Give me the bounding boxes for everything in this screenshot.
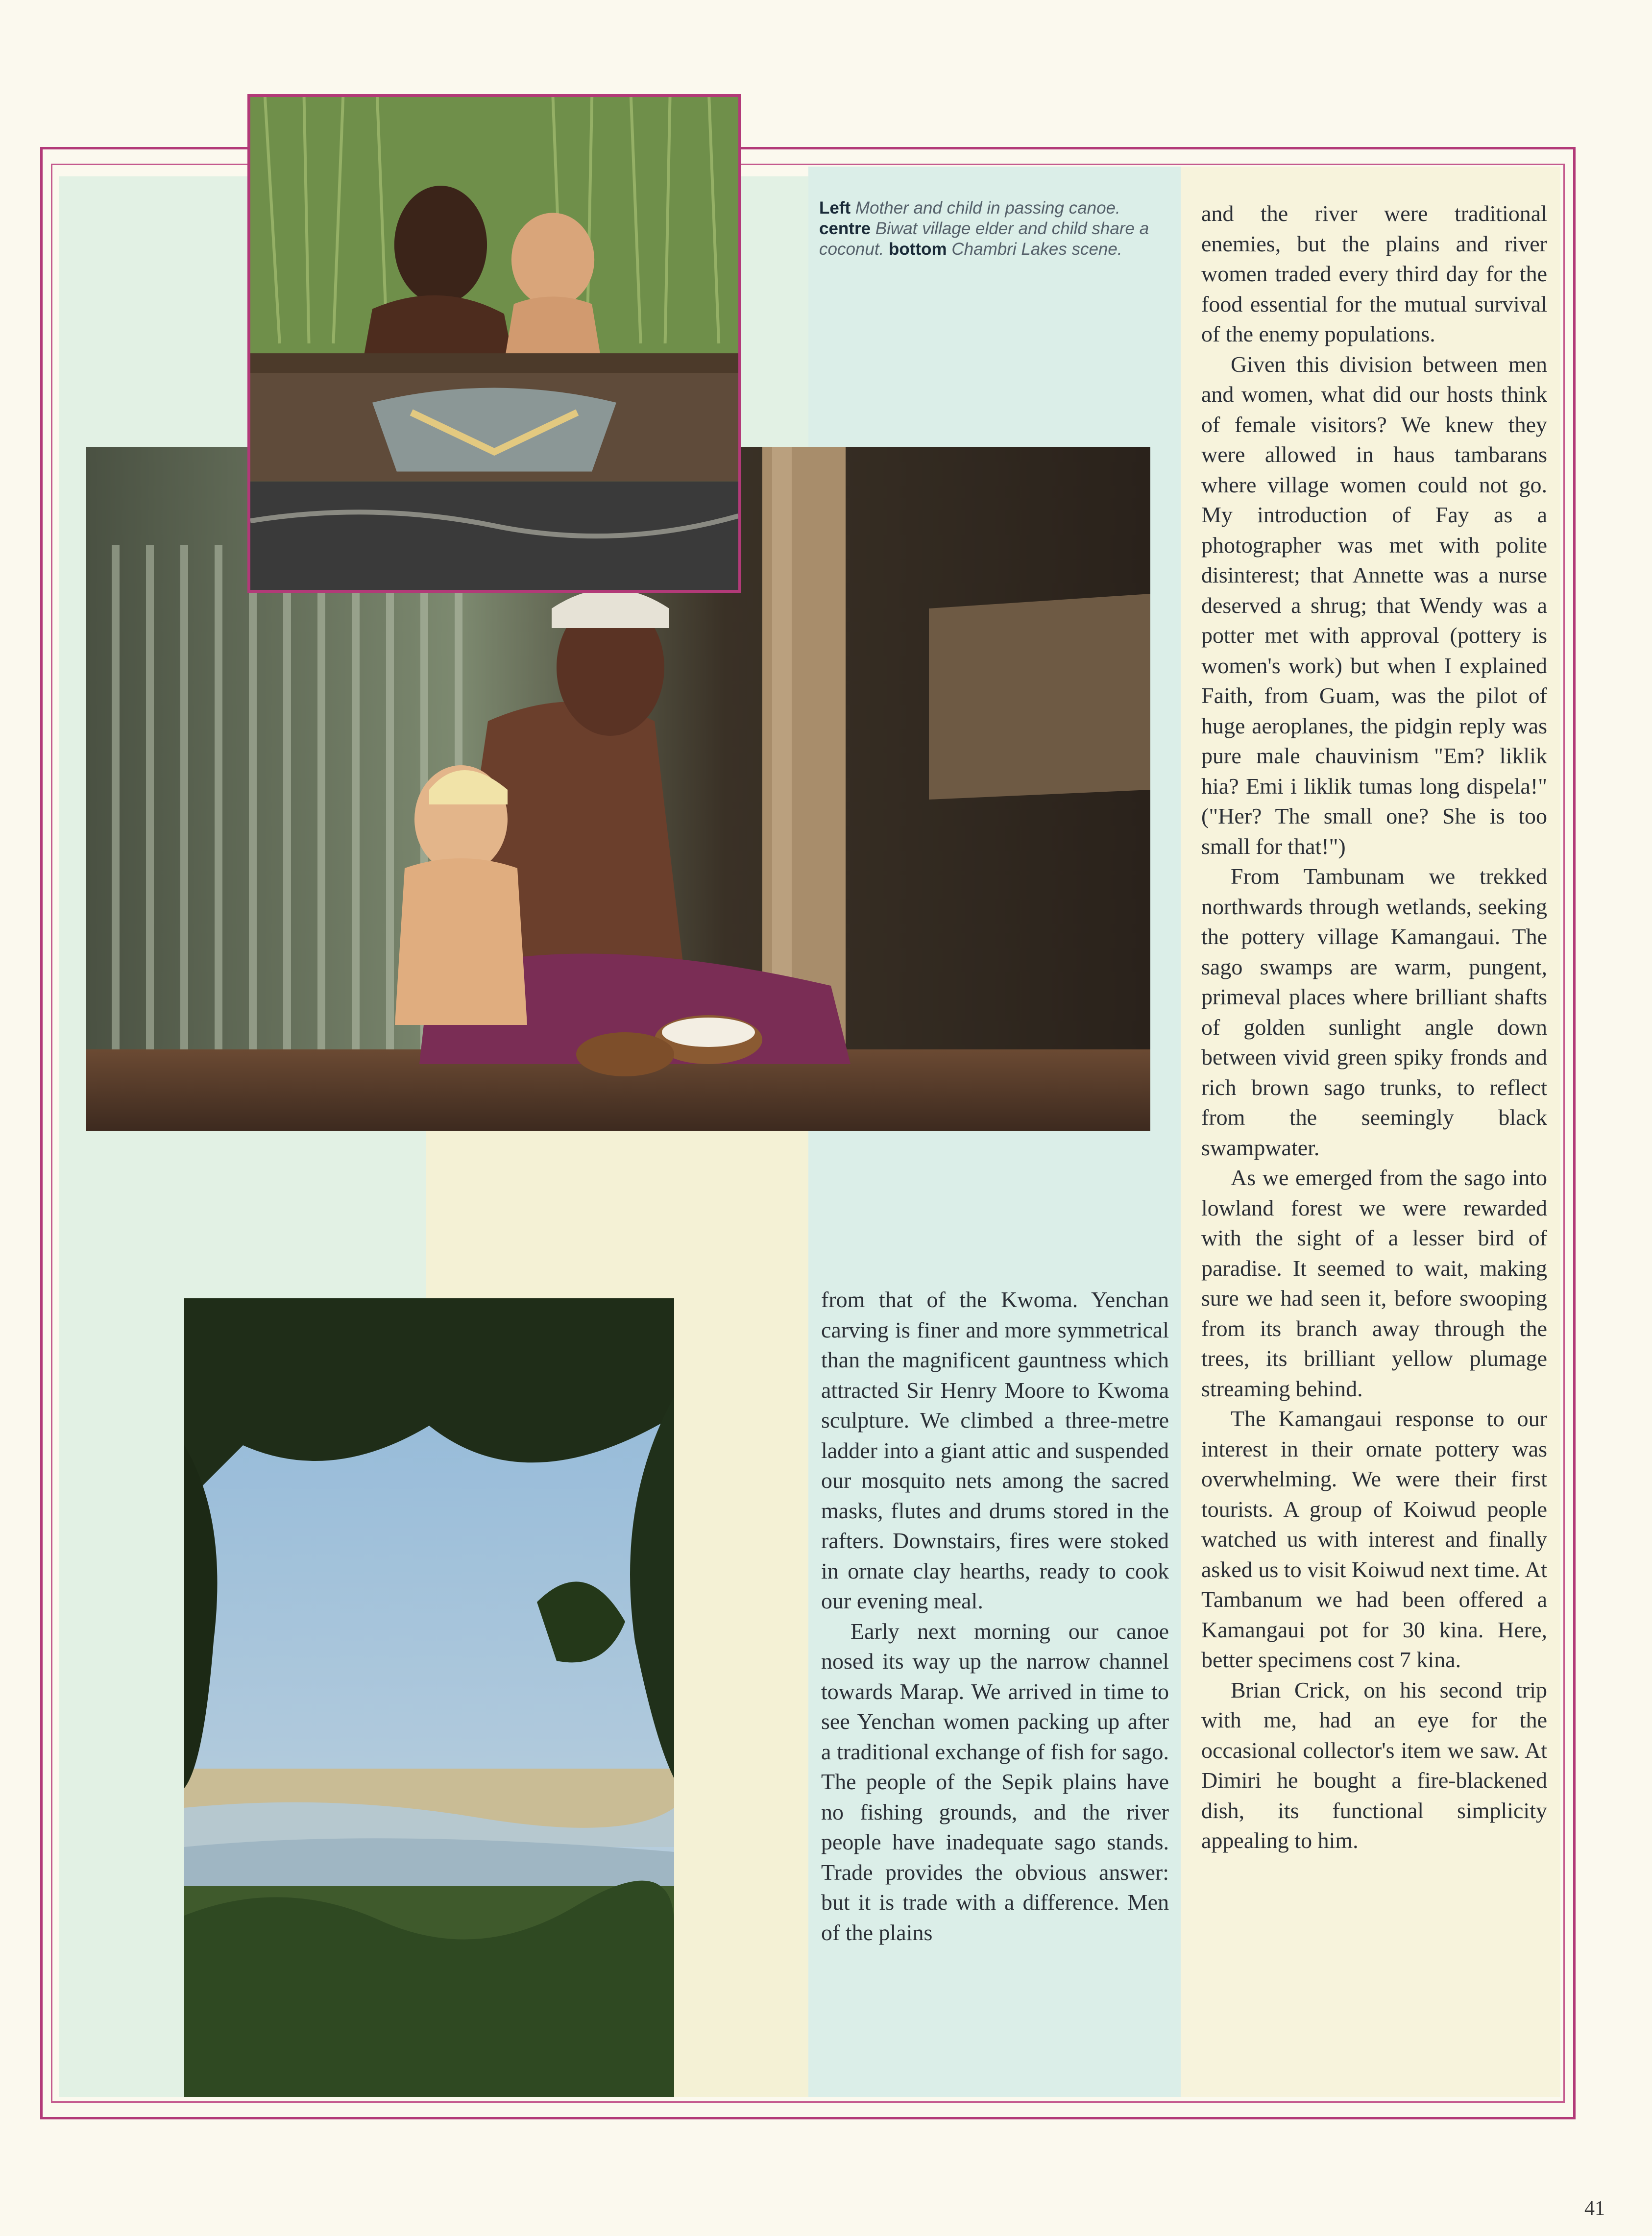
paragraph: Early next morning our canoe nosed its way up the narrow channel towards Marap. We arrived in time to see Yenchan women packing up after a traditional exchange of fish for sago. The people of the Sepik plains have no fishing grounds, and the river people have inadequate sago stands. Trade provides the obvious answer: but it is trade with a difference. Men of the plains bbox=[821, 1618, 1169, 1945]
caption-left-key: Left bbox=[819, 198, 851, 218]
article-column-middle bbox=[821, 1285, 1169, 1947]
paragraph: and the river were traditional enemies, but the plains and river women traded every third day for the food essential for the mutual survival of the enemy populations. bbox=[1201, 201, 1547, 346]
caption-left-text: Mother and child in passing canoe. bbox=[855, 198, 1120, 218]
photo-chambri-lakes-scene bbox=[184, 1298, 674, 2097]
photo-mother-child-canoe bbox=[247, 94, 741, 593]
paragraph: from that of the Kwoma. Yenchan carving is finer and more symmetrical than the magnificent gauntness which attracted Sir Henry Moore to Kwoma sculpture. We climbed a three-metre ladder into a giant attic and suspended our mosquito nets among the sacred masks, flutes and drums stored in the rafters. Downstairs, fires were stoked in ornate clay hearths, ready to cook our evening meal. bbox=[821, 1287, 1169, 1613]
photo-caption bbox=[819, 198, 1162, 260]
caption-bottom-text: Chambri Lakes scene. bbox=[951, 240, 1122, 259]
paragraph: The Kamangaui response to our interest in their ornate pottery was overwhelming. We were their first tourists. A group of Koiwud people watched us with interest and finally asked us to visit Koiwud next time. At Tambanum we had been offered a Kamangaui pot for 30 kina. Here, better specimens cost 7 kina. bbox=[1201, 1406, 1547, 1672]
caption-centre-key: centre bbox=[819, 219, 871, 238]
article-column-right bbox=[1201, 198, 1547, 1856]
page-number: 41 bbox=[1584, 2197, 1605, 2220]
caption-bottom-key: bottom bbox=[889, 240, 947, 259]
paragraph: Brian Crick, on his second trip with me, had an eye for the occasional collector's item we saw. At Dimiri he bought a fire-blackened dish, its functional simplicity appealing to him. bbox=[1201, 1677, 1547, 1853]
paragraph: As we emerged from the sago into lowland forest we were rewarded with the sight of a lesser bird of paradise. It seemed to wait, making sure we had seen it, before swooping from its branch away through the trees, its brilliant yellow plumage streaming behind. bbox=[1201, 1165, 1547, 1401]
paragraph: From Tambunam we trekked northwards through wetlands, seeking the pottery village Kamangaui. The sago swamps are warm, pungent, primeval places where brilliant shafts of golden sunlight angle down between vivid green spiky fronds and rich brown sago trunks, to reflect from the seemingly black swampwater. bbox=[1201, 864, 1547, 1160]
paragraph: Given this division between men and women, what did our hosts think of female visitors? We knew they were allowed in haus tambarans where village women could not go. My introduction of Fay as a photographer was met with polite disinterest; that Annette was a nurse deserved a shrug; that Wendy was a potter met with approval (pottery is women's work) but when I explained Faith, from Guam, was the pilot of huge aeroplanes, the pidgin reply was pure male chauvinism "Em? liklik hia? Emi i liklik tumas long dispela!" ("Her? The small one? She is too small for that!") bbox=[1201, 351, 1547, 859]
caption-centre-text: Biwat village elder and child share a coconut. bbox=[819, 219, 1149, 259]
